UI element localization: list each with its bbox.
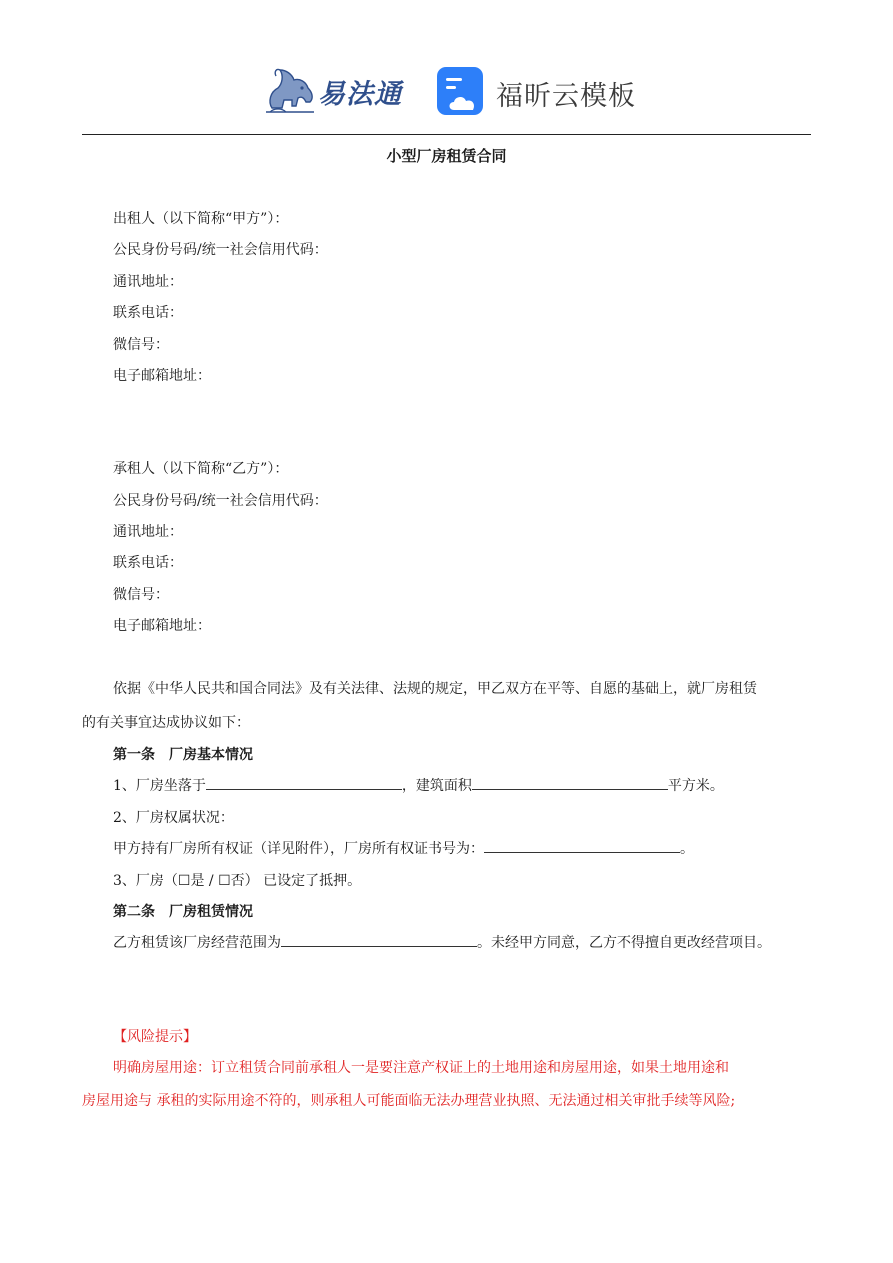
party-b-lessee-line: 承租人（以下简称“乙方”）：	[113, 461, 289, 477]
location-label: 1、厂房坐落于	[113, 778, 206, 794]
horse-logo-icon	[262, 62, 320, 118]
certificate-number-blank[interactable]	[484, 839, 680, 853]
yifatong-logo	[262, 62, 412, 118]
party-a-id-line: 公民身份号码/统一社会信用代码：	[113, 242, 328, 258]
party-b-id-line: 公民身份号码/统一社会信用代码：	[113, 493, 328, 509]
article-2-scope-line	[113, 933, 771, 953]
yifatong-brand-text: 易法通	[318, 79, 402, 110]
area-blank[interactable]	[472, 776, 668, 790]
article-1-item-2: 2、厂房权属状况：	[113, 810, 234, 826]
risk-notice-line-2: 房屋用途与 承租的实际用途不符的，则承租人可能面临无法办理营业执照、无法通过相关审批手续等风险;	[82, 1093, 736, 1109]
risk-notice-label: 【风险提示】	[113, 1029, 197, 1045]
header-divider	[82, 134, 811, 135]
scope-note: 。未经甲方同意，乙方不得擅自更改经营项目。	[477, 935, 771, 951]
certificate-label: 甲方持有厂房所有权证（详见附件），厂房所有权证书号为：	[113, 841, 484, 857]
article-1-heading: 第一条 厂房基本情况	[113, 747, 253, 763]
party-a-wechat-line: 微信号：	[113, 337, 169, 353]
scope-label: 乙方租赁该厂房经营范围为	[113, 935, 281, 951]
article-1-item-3: 3、厂房（☐是 / ☐否） 已设定了抵押。	[113, 873, 362, 889]
party-a-phone-line: 联系电话：	[113, 305, 183, 321]
article-1-item-2-detail	[113, 839, 694, 859]
document-header	[0, 0, 893, 135]
party-a-lessor-line: 出租人（以下简称“甲方”）：	[113, 211, 289, 227]
cloud-document-icon	[436, 66, 486, 118]
article-1-item-1	[113, 776, 724, 796]
fuxin-brand-text: 福昕云模板	[496, 81, 636, 112]
preamble-line-2: 的有关事宜达成协议如下：	[82, 715, 250, 731]
certificate-end: 。	[680, 841, 694, 857]
party-b-address-line: 通讯地址：	[113, 524, 183, 540]
document-title: 小型厂房租赁合同	[386, 147, 507, 165]
party-a-address-line: 通讯地址：	[113, 274, 183, 290]
party-b-wechat-line: 微信号：	[113, 587, 169, 603]
article-2-heading: 第二条 厂房租赁情况	[113, 904, 253, 920]
location-blank[interactable]	[206, 776, 402, 790]
area-label: ，建筑面积	[401, 778, 472, 794]
preamble-line-1: 依据《中华人民共和国合同法》及有关法律、法规的规定，甲乙双方在平等、自愿的基础上，就厂房租赁	[113, 681, 757, 697]
risk-notice-line-1: 明确房屋用途：订立租赁合同前承租人一是要注意产权证上的土地用途和房屋用途，如果土地用途和	[113, 1060, 729, 1076]
business-scope-blank[interactable]	[281, 933, 477, 947]
area-unit: 平方米。	[667, 778, 724, 794]
fuxin-logo	[436, 66, 636, 118]
party-a-email-line: 电子邮箱地址：	[113, 368, 211, 384]
party-b-phone-line: 联系电话：	[113, 555, 183, 571]
party-b-email-line: 电子邮箱地址：	[113, 618, 211, 634]
